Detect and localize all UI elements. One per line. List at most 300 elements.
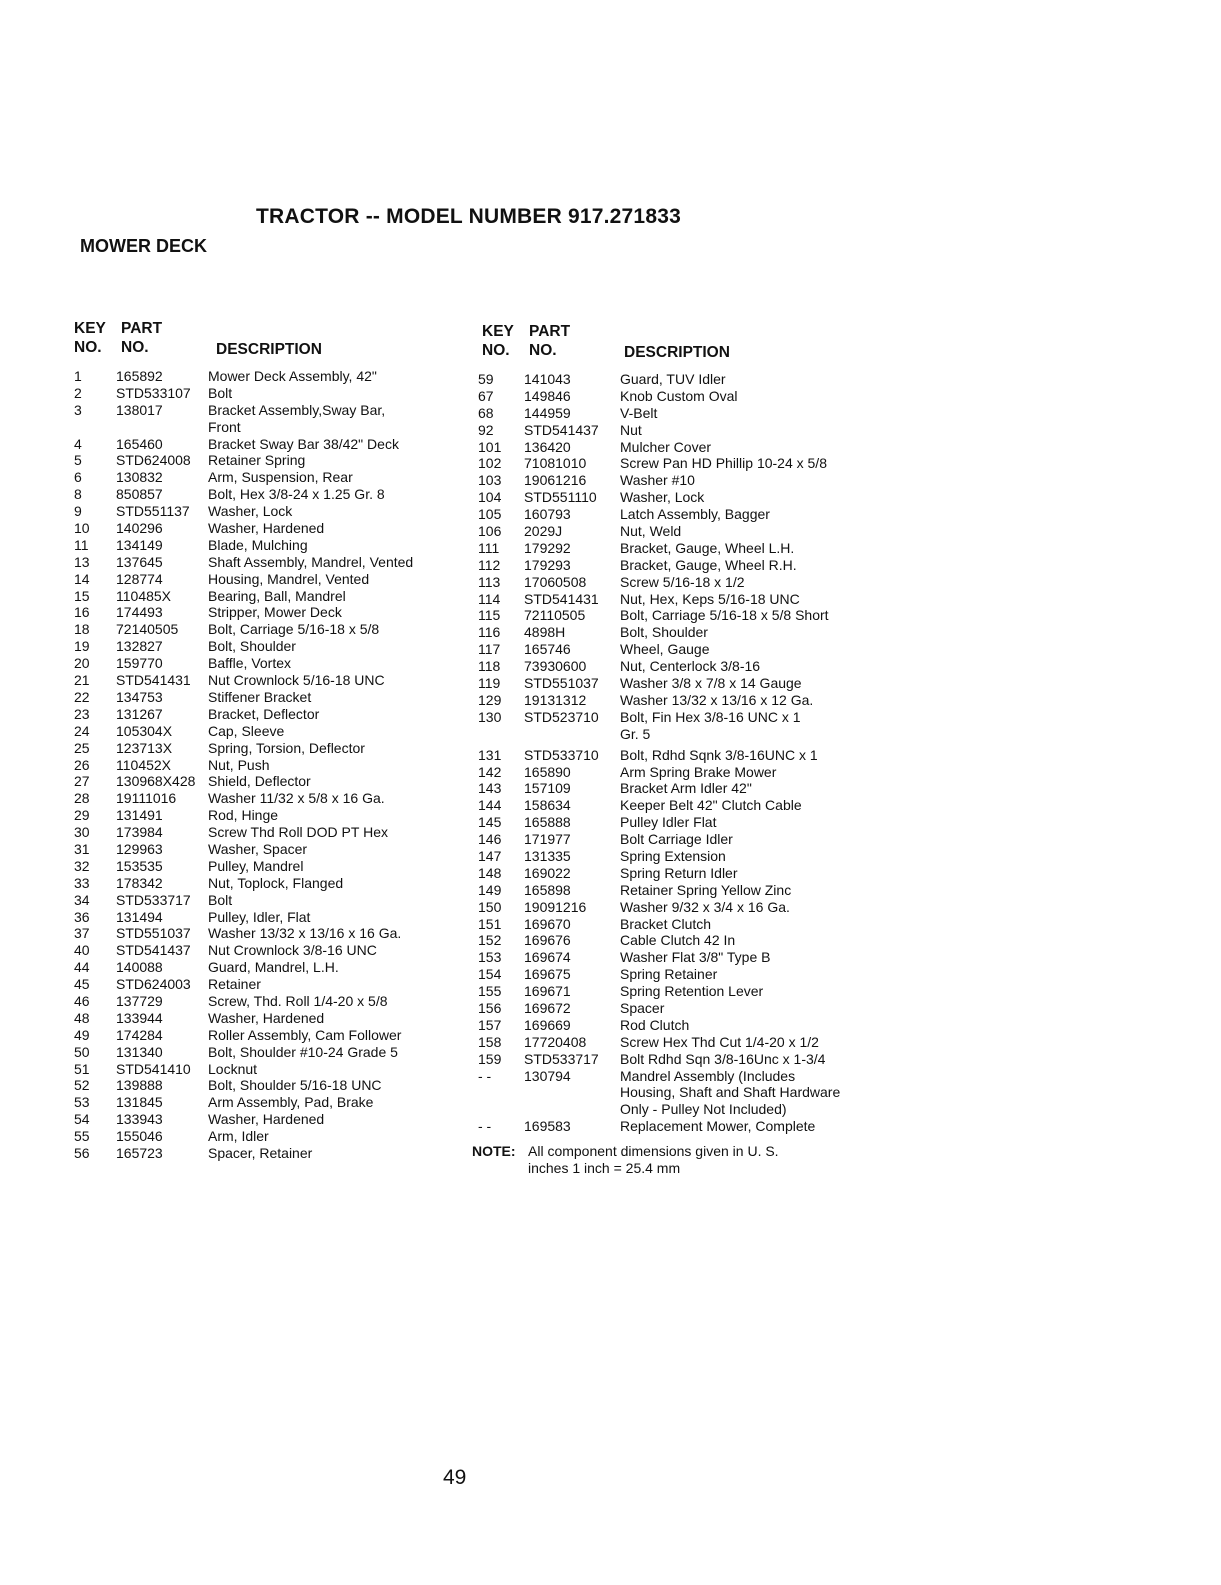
- part-description: Washer #10: [620, 472, 695, 489]
- part-description: Bolt Rdhd Sqn 3/8-16Unc x 1-3/4: [620, 1050, 826, 1067]
- part-description: Keeper Belt 42" Clutch Cable: [620, 797, 802, 814]
- part-description: Shaft Assembly, Mandrel, Vented: [208, 553, 414, 570]
- table-row: [74, 976, 474, 993]
- table-row: [472, 899, 892, 916]
- part-description: Arm, Suspension, Rear: [208, 469, 353, 486]
- part-description: Nut, Toplock, Flanged: [208, 874, 344, 891]
- part-description: Pulley Idler Flat: [620, 814, 717, 831]
- key-no: 33: [74, 874, 90, 891]
- part-no: 137645: [116, 553, 163, 570]
- key-no: 6: [74, 469, 82, 486]
- part-description: Spring Extension: [620, 847, 726, 864]
- table-row: [472, 1017, 892, 1034]
- part-description: Bolt, Shoulder 5/16-18 UNC: [208, 1077, 382, 1094]
- part-description: Wheel, Gauge: [620, 641, 710, 658]
- part-no: 72140505: [116, 621, 179, 638]
- part-description: Washer, Lock: [620, 489, 705, 506]
- key-no: 21: [74, 672, 90, 689]
- part-description: Housing, Mandrel, Vented: [208, 570, 370, 587]
- part-no: 171977: [524, 831, 571, 848]
- table-row: [472, 814, 892, 831]
- header-description: DESCRIPTION: [624, 344, 730, 361]
- part-description: Bracket, Gauge, Wheel L.H.: [620, 539, 795, 556]
- key-no: 30: [74, 824, 90, 841]
- table-row: [74, 1077, 474, 1094]
- key-no: 105: [478, 506, 502, 523]
- part-description: Bracket Arm Idler 42": [620, 780, 752, 797]
- part-no: 2029J: [524, 523, 563, 540]
- part-no: STD533710: [524, 746, 599, 763]
- table-row: [74, 672, 474, 689]
- key-no: 145: [478, 814, 502, 831]
- part-description: Shield, Deflector: [208, 773, 311, 790]
- part-no: 134149: [116, 536, 163, 553]
- key-no: 151: [478, 915, 502, 932]
- part-description: Bolt, Fin Hex 3/8-16 UNC x 1 Gr. 5: [620, 708, 801, 742]
- part-no: STD541437: [524, 421, 599, 438]
- part-description: Latch Assembly, Bagger: [620, 506, 770, 523]
- part-description: Bolt, Carriage 5/16-18 x 5/8 Short: [620, 607, 829, 624]
- key-no: 45: [74, 976, 90, 993]
- part-no: 165892: [116, 368, 163, 384]
- part-no: 131494: [116, 908, 163, 925]
- key-no: 148: [478, 864, 502, 881]
- part-no: 134753: [116, 688, 163, 705]
- table-row: [74, 402, 474, 436]
- part-no: STD541437: [116, 942, 191, 959]
- part-description: Spring Return Idler: [620, 864, 738, 881]
- part-no: 19061216: [524, 472, 587, 489]
- part-no: 155046: [116, 1128, 163, 1145]
- part-no: 158634: [524, 797, 571, 814]
- table-row: [472, 624, 892, 641]
- key-no: 52: [74, 1077, 90, 1094]
- key-no: 114: [478, 590, 501, 607]
- table-row: [472, 658, 892, 675]
- part-no: 123713X: [116, 739, 173, 756]
- table-row: [74, 1061, 474, 1078]
- key-no: 37: [74, 925, 90, 942]
- part-no: 131267: [116, 705, 163, 722]
- table-row: [74, 571, 474, 588]
- table-row: [74, 689, 474, 706]
- key-no: 32: [74, 857, 90, 874]
- part-description: Arm Assembly, Pad, Brake: [208, 1094, 374, 1111]
- table-row: [472, 831, 892, 848]
- key-no: 68: [478, 404, 494, 421]
- part-description: Cap, Sleeve: [208, 722, 285, 739]
- part-no: 141043: [524, 371, 571, 387]
- table-row: [472, 489, 892, 506]
- key-no: 142: [478, 763, 502, 780]
- part-no: STD624003: [116, 976, 191, 993]
- table-row: [74, 588, 474, 605]
- part-no: 169669: [524, 1016, 571, 1033]
- part-no: 19091216: [524, 898, 587, 915]
- key-no: 118: [478, 658, 501, 675]
- key-no: 29: [74, 807, 90, 824]
- table-row: [74, 520, 474, 537]
- table-row: [74, 892, 474, 909]
- header-part: PART: [529, 323, 571, 340]
- header-description: DESCRIPTION: [216, 341, 322, 358]
- part-no: 131491: [116, 807, 163, 824]
- part-description: Nut Crownlock 3/8-16 UNC: [208, 942, 377, 959]
- key-no: 56: [74, 1144, 90, 1161]
- table-row: [74, 621, 474, 638]
- key-no: 53: [74, 1094, 90, 1111]
- part-no: STD551037: [524, 675, 599, 692]
- part-description: Bracket Clutch: [620, 915, 712, 932]
- key-no: 20: [74, 655, 90, 672]
- table-row: [74, 655, 474, 672]
- key-no: 8: [74, 486, 82, 503]
- header-part-no: NO.: [121, 339, 149, 356]
- table-row: [472, 882, 892, 899]
- part-no: 169583: [524, 1118, 571, 1135]
- key-no: 26: [74, 756, 90, 773]
- part-description: Washer, Spacer: [208, 840, 308, 857]
- key-no: 19: [74, 638, 90, 655]
- part-description: Cable Clutch 42 In: [620, 932, 736, 949]
- part-description: Screw 5/16-18 x 1/2: [620, 573, 745, 590]
- table-row: [74, 436, 474, 453]
- table-row: [74, 604, 474, 621]
- part-no: 169676: [524, 932, 571, 949]
- part-description: Bracket Sway Bar 38/42" Deck: [208, 435, 399, 452]
- part-no: STD624008: [116, 452, 191, 469]
- table-row: [472, 983, 892, 1000]
- part-description: Pulley, Mandrel: [208, 857, 304, 874]
- part-description: Knob Custom Oval: [620, 387, 738, 404]
- parts-rows-left: [74, 368, 474, 1162]
- key-no: 46: [74, 992, 90, 1009]
- table-row: [74, 537, 474, 554]
- part-no: STD551137: [116, 503, 190, 520]
- part-description: Baffle, Vortex: [208, 655, 292, 672]
- part-no: 160793: [524, 506, 571, 523]
- table-row: [472, 371, 892, 388]
- key-no: 55: [74, 1128, 90, 1145]
- key-no: 22: [74, 688, 90, 705]
- table-row: [74, 1010, 474, 1027]
- table-row: [472, 692, 892, 709]
- table-row: [74, 959, 474, 976]
- part-no: 73930600: [524, 658, 587, 675]
- key-no: 155: [478, 983, 502, 1000]
- table-row: [74, 723, 474, 740]
- key-no: 15: [74, 587, 90, 604]
- part-description: Spring Retention Lever: [620, 983, 764, 1000]
- key-no: 112: [478, 556, 501, 573]
- part-no: 4898H: [524, 624, 566, 641]
- part-description: Arm, Idler: [208, 1128, 269, 1145]
- part-description: Bolt, Rdhd Sqnk 3/8-16UNC x 1: [620, 746, 818, 763]
- key-no: 147: [478, 847, 502, 864]
- key-no: 5: [74, 452, 82, 469]
- table-row: [472, 388, 892, 405]
- table-row: [472, 1118, 892, 1135]
- key-no: 102: [478, 455, 502, 472]
- part-description: Retainer: [208, 976, 261, 993]
- table-row: [74, 1111, 474, 1128]
- table-row: [472, 966, 892, 983]
- part-no: 179293: [524, 556, 571, 573]
- key-no: 31: [74, 840, 90, 857]
- part-no: 140296: [116, 520, 163, 537]
- part-description: Blade, Mulching: [208, 536, 308, 553]
- part-no: 138017: [116, 401, 163, 418]
- table-row: [74, 1145, 474, 1162]
- part-no: 19131312: [524, 691, 587, 708]
- part-no: 153535: [116, 857, 163, 874]
- part-description: Washer 9/32 x 3/4 x 16 Ga.: [620, 898, 790, 915]
- table-row: [472, 439, 892, 456]
- table-row: [472, 916, 892, 933]
- part-no: STD541431: [116, 672, 191, 689]
- part-no: STD533717: [524, 1050, 599, 1067]
- part-no: 129963: [116, 840, 163, 857]
- part-description: Pulley, Idler, Flat: [208, 908, 311, 925]
- table-row: [74, 554, 474, 571]
- part-description: Locknut: [208, 1060, 258, 1077]
- part-description: Screw, Thd. Roll 1/4-20 x 5/8: [208, 992, 388, 1009]
- part-description: Rod Clutch: [620, 1016, 690, 1033]
- table-row: [74, 740, 474, 757]
- parts-list-right: [472, 323, 892, 1177]
- key-no: 59: [478, 371, 494, 387]
- key-no: 156: [478, 999, 502, 1016]
- note-text: All component dimensions given in U. S. inches 1 inch = 25.4 mm: [528, 1143, 779, 1177]
- part-no: 130832: [116, 469, 163, 486]
- key-no: 14: [74, 570, 90, 587]
- key-no: 158: [478, 1033, 502, 1050]
- table-row: [74, 824, 474, 841]
- part-description: Bolt, Hex 3/8-24 x 1.25 Gr. 8: [208, 486, 385, 503]
- table-row: [472, 641, 892, 658]
- table-row: [472, 848, 892, 865]
- table-row: [472, 709, 892, 743]
- part-description: Bracket, Deflector: [208, 705, 320, 722]
- key-no: 18: [74, 621, 90, 638]
- part-no: 159770: [116, 655, 163, 672]
- table-row: [74, 773, 474, 790]
- part-description: Spring Retainer: [620, 966, 718, 983]
- key-no: 144: [478, 797, 502, 814]
- key-no: 44: [74, 959, 90, 976]
- part-no: 169672: [524, 999, 571, 1016]
- part-description: Washer Flat 3/8" Type B: [620, 949, 771, 966]
- part-no: 157109: [524, 780, 571, 797]
- key-no: 143: [478, 780, 502, 797]
- part-no: 174284: [116, 1026, 163, 1043]
- table-row: [472, 1068, 892, 1119]
- key-no: 25: [74, 739, 90, 756]
- table-row: [74, 368, 474, 385]
- part-no: 165890: [524, 763, 571, 780]
- part-description: Bolt: [208, 891, 233, 908]
- part-description: Screw Hex Thd Cut 1/4-20 x 1/2: [620, 1033, 819, 1050]
- key-no: 101: [478, 438, 502, 455]
- key-no: 2: [74, 384, 82, 401]
- key-no: - -: [478, 1067, 492, 1084]
- part-description: Washer, Hardened: [208, 1111, 325, 1128]
- table-row: [472, 574, 892, 591]
- part-description: Nut Crownlock 5/16-18 UNC: [208, 672, 385, 689]
- key-no: 113: [478, 573, 501, 590]
- part-no: 169671: [524, 983, 571, 1000]
- table-row: [74, 638, 474, 655]
- part-description: Nut: [620, 421, 642, 438]
- part-no: 131845: [116, 1094, 163, 1111]
- part-description: Guard, TUV Idler: [620, 371, 726, 387]
- part-description: Retainer Spring: [208, 452, 306, 469]
- part-no: 850857: [116, 486, 163, 503]
- part-description: Washer, Lock: [208, 503, 293, 520]
- part-description: Bolt Carriage Idler: [620, 831, 733, 848]
- part-no: 72110505: [524, 607, 586, 624]
- key-no: 49: [74, 1026, 90, 1043]
- header-part: PART: [121, 320, 163, 337]
- key-no: 10: [74, 520, 90, 537]
- part-no: STD551037: [116, 925, 191, 942]
- part-description: V-Belt: [620, 404, 658, 421]
- table-row: [74, 841, 474, 858]
- part-description: Mulcher Cover: [620, 438, 712, 455]
- key-no: 40: [74, 942, 90, 959]
- key-no: 9: [74, 503, 82, 520]
- part-no: 149846: [524, 387, 571, 404]
- part-no: 169674: [524, 949, 571, 966]
- part-no: 165888: [524, 814, 571, 831]
- key-no: 159: [478, 1050, 502, 1067]
- part-description: Washer, Hardened: [208, 520, 325, 537]
- key-no: 23: [74, 705, 90, 722]
- key-no: - -: [478, 1118, 492, 1135]
- key-no: 3: [74, 401, 82, 418]
- key-no: 67: [478, 387, 494, 404]
- part-no: 165746: [524, 641, 571, 658]
- part-no: 133943: [116, 1111, 163, 1128]
- table-row: [74, 503, 474, 520]
- key-no: 36: [74, 908, 90, 925]
- key-no: 119: [478, 675, 501, 692]
- part-description: Washer 3/8 x 7/8 x 14 Gauge: [620, 675, 802, 692]
- key-no: 157: [478, 1016, 502, 1033]
- table-row: [472, 523, 892, 540]
- key-no: 54: [74, 1111, 90, 1128]
- part-description: Screw Pan HD Phillip 10-24 x 5/8: [620, 455, 827, 472]
- key-no: 152: [478, 932, 502, 949]
- part-description: Bearing, Ball, Mandrel: [208, 587, 346, 604]
- part-description: Stripper, Mower Deck: [208, 604, 342, 621]
- part-description: Guard, Mandrel, L.H.: [208, 959, 339, 976]
- table-row: [472, 472, 892, 489]
- table-row: [472, 797, 892, 814]
- part-no: 179292: [524, 539, 571, 556]
- table-row: [472, 764, 892, 781]
- key-no: 130: [478, 708, 502, 725]
- part-no: 169670: [524, 915, 571, 932]
- part-description: Replacement Mower, Complete: [620, 1118, 816, 1135]
- part-description: Rod, Hinge: [208, 807, 279, 824]
- key-no: 28: [74, 790, 90, 807]
- column-headers-right: [472, 323, 892, 371]
- part-no: 17720408: [524, 1033, 587, 1050]
- parts-list-left: [74, 320, 474, 1162]
- table-row: [74, 790, 474, 807]
- key-no: 1: [74, 368, 82, 384]
- key-no: 154: [478, 966, 502, 983]
- part-no: 139888: [116, 1077, 163, 1094]
- part-description: Bolt, Carriage 5/16-18 x 5/8: [208, 621, 380, 638]
- key-no: 92: [478, 421, 494, 438]
- table-row: [472, 557, 892, 574]
- part-no: 165723: [116, 1144, 163, 1161]
- part-description: Mower Deck Assembly, 42": [208, 368, 377, 384]
- key-no: 103: [478, 472, 502, 489]
- table-row: [472, 675, 892, 692]
- part-no: STD541410: [116, 1060, 191, 1077]
- table-row: [472, 932, 892, 949]
- header-no: NO.: [482, 342, 510, 359]
- part-description: Bracket, Gauge, Wheel R.H.: [620, 556, 797, 573]
- part-no: 110452X: [116, 756, 172, 773]
- table-row: [472, 1034, 892, 1051]
- key-no: 51: [74, 1060, 90, 1077]
- table-row: [74, 925, 474, 942]
- table-row: [472, 591, 892, 608]
- part-no: STD523710: [524, 708, 599, 725]
- part-description: Nut, Hex, Keps 5/16-18 UNC: [620, 590, 800, 607]
- key-no: 116: [478, 624, 501, 641]
- parts-rows-right: [472, 371, 892, 1135]
- key-no: 34: [74, 891, 90, 908]
- table-row: [472, 1051, 892, 1068]
- note-label: NOTE:: [472, 1143, 516, 1160]
- key-no: 149: [478, 881, 502, 898]
- part-description: Spring, Torsion, Deflector: [208, 739, 365, 756]
- part-no: 131335: [524, 847, 571, 864]
- section-heading: MOWER DECK: [80, 236, 207, 256]
- part-description: Bolt, Shoulder #10-24 Grade 5: [208, 1043, 398, 1060]
- part-no: 165460: [116, 435, 163, 452]
- table-row: [74, 1044, 474, 1061]
- part-no: 144959: [524, 404, 571, 421]
- key-no: 16: [74, 604, 90, 621]
- table-row: [472, 1000, 892, 1017]
- key-no: 129: [478, 691, 502, 708]
- key-no: 131: [478, 746, 502, 763]
- table-row: [74, 875, 474, 892]
- part-description: Roller Assembly, Cam Follower: [208, 1026, 402, 1043]
- key-no: 111: [478, 539, 500, 556]
- part-description: Washer 13/32 x 13/16 x 16 Ga.: [208, 925, 402, 942]
- part-no: 17060508: [524, 573, 587, 590]
- page-number: 49: [443, 1466, 467, 1489]
- part-description: Retainer Spring Yellow Zinc: [620, 881, 792, 898]
- key-no: 48: [74, 1009, 90, 1026]
- part-no: 140088: [116, 959, 163, 976]
- part-description: Washer 11/32 x 5/8 x 16 Ga.: [208, 790, 385, 807]
- part-no: STD541431: [524, 590, 599, 607]
- key-no: 24: [74, 722, 90, 739]
- key-no: 106: [478, 523, 502, 540]
- table-row: [472, 506, 892, 523]
- part-no: 19111016: [116, 790, 177, 807]
- table-row: [472, 540, 892, 557]
- table-row: [74, 909, 474, 926]
